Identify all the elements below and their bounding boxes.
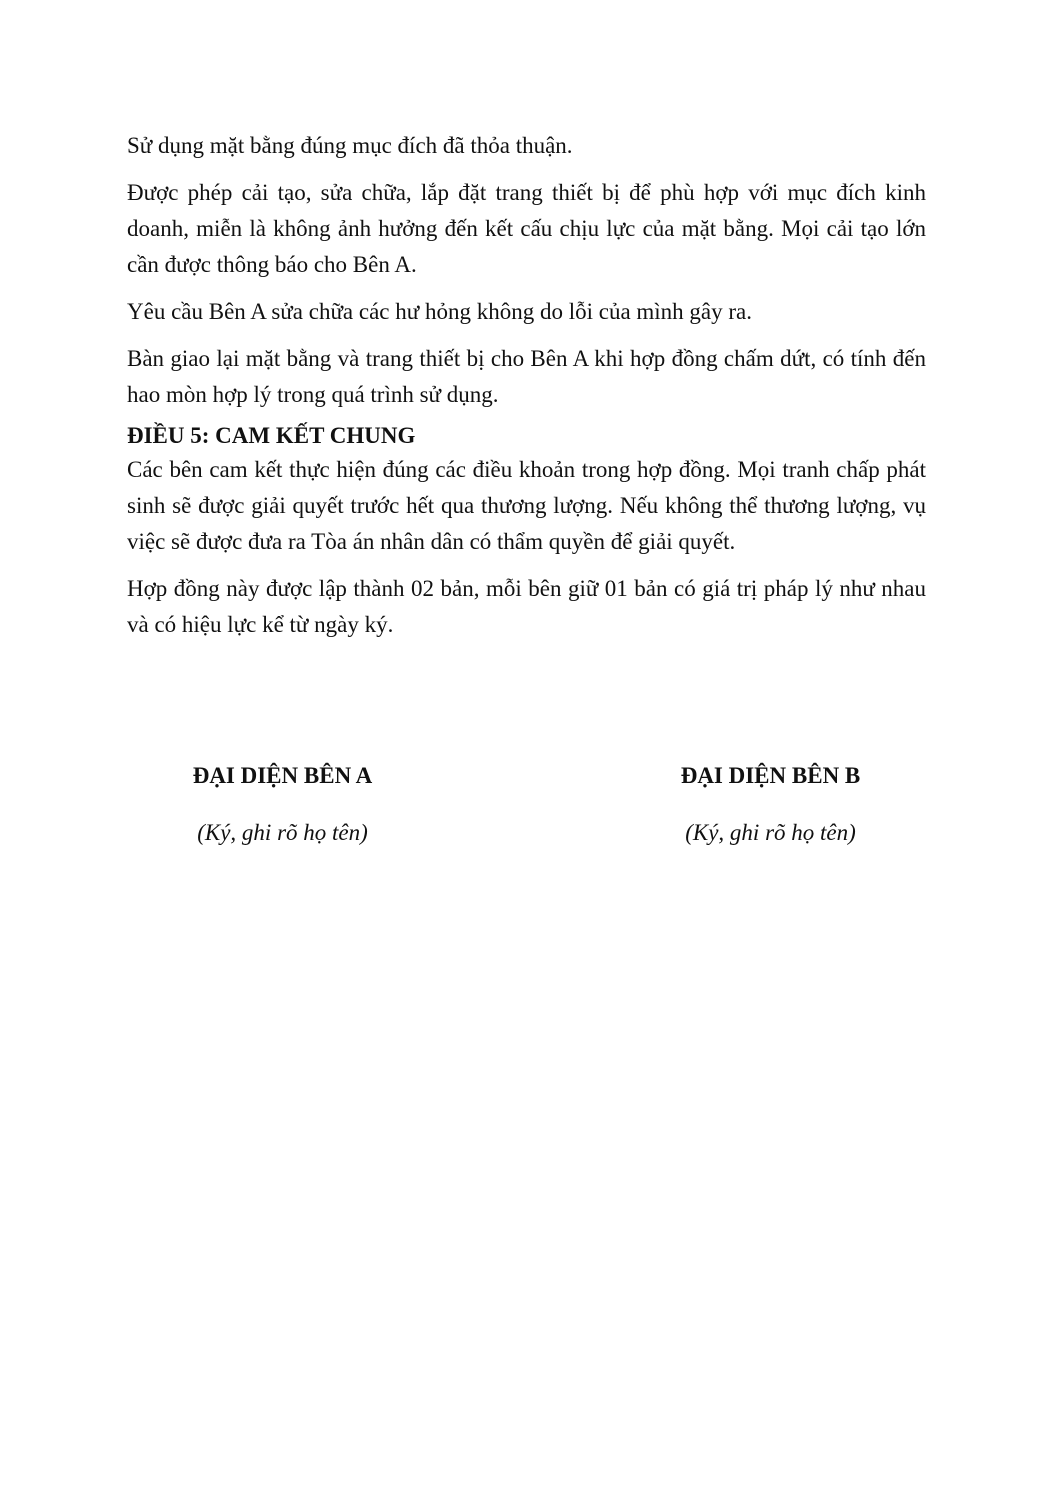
paragraph-commitment: Các bên cam kết thực hiện đúng các điều khoản trong hợp đồng. Mọi tranh chấp phát sinh sẽ được giải quyết trước hết qua thương lượng. Nếu không thể thương lượng, vụ việc sẽ được đưa ra Tòa án nhân dân có thẩm quyền để giải quyết. — [127, 457, 926, 554]
signature-party-a — [180, 756, 385, 850]
document-body — [127, 128, 926, 654]
signature-block — [0, 756, 1050, 876]
paragraph-use-purpose: Sử dụng mặt bằng đúng mục đích đã thỏa thuận. — [127, 133, 573, 158]
signature-party-a-title: ĐẠI DIỆN BÊN A — [192, 763, 373, 788]
signature-party-a-note: (Ký, ghi rõ họ tên) — [197, 820, 368, 845]
signature-party-b-note: (Ký, ghi rõ họ tên) — [685, 820, 856, 845]
signature-party-b — [668, 756, 873, 850]
paragraph-copies: Hợp đồng này được lập thành 02 bản, mỗi bên giữ 01 bản có giá trị pháp lý như nhau và có hiệu lực kể từ ngày ký. — [127, 576, 926, 637]
section-5-heading: ĐIỀU 5: CAM KẾT CHUNG — [127, 423, 416, 448]
signature-party-b-title: ĐẠI DIỆN BÊN B — [680, 763, 861, 788]
paragraph-repair-request: Yêu cầu Bên A sửa chữa các hư hỏng không do lỗi của mình gây ra. — [127, 299, 753, 324]
paragraph-renovation: Được phép cải tạo, sửa chữa, lắp đặt trang thiết bị để phù hợp với mục đích kinh doanh, miễn là không ảnh hưởng đến kết cấu chịu lực của mặt bằng. Mọi cải tạo lớn cần được thông báo cho Bên A. — [127, 180, 926, 277]
paragraph-handover: Bàn giao lại mặt bằng và trang thiết bị cho Bên A khi hợp đồng chấm dứt, có tính đến hao mòn hợp lý trong quá trình sử dụng. — [127, 346, 926, 407]
